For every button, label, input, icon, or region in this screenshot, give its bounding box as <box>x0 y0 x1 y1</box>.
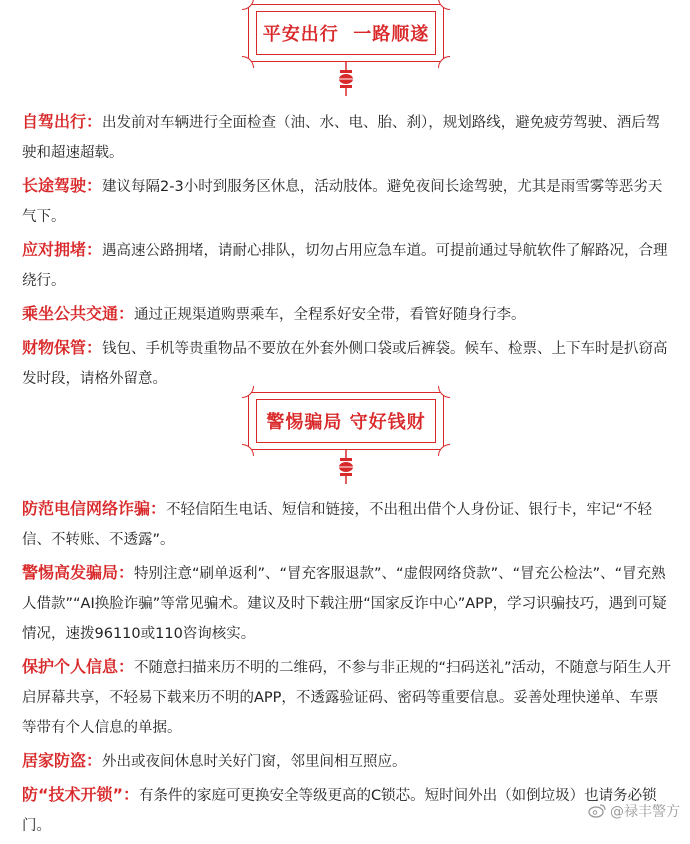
tip-label: 乘坐公共交通： <box>22 304 135 323</box>
tip-label: 长途驾驶： <box>22 176 103 195</box>
tip-label: 警惕高发骗局： <box>22 563 135 582</box>
knot-ornament-icon <box>335 450 357 484</box>
tip-item <box>22 299 672 330</box>
knot-ornament-icon <box>335 62 357 96</box>
tip-item <box>22 780 672 841</box>
watermark <box>588 801 680 821</box>
tip-text: 遇高速公路拥堵，请耐心排队，切勿占用应急车道。可提前通过导航软件了解路况，合理绕行。 <box>22 243 668 289</box>
tip-item <box>22 107 672 168</box>
tip-text: 出发前对车辆进行全面检查（油、水、电、胎、刹），规划路线，避免疲劳驾驶、酒后驾驶和超速超载。 <box>22 115 661 161</box>
watermark-text: @禄丰警方 <box>610 804 680 820</box>
tip-label: 财物保管： <box>22 338 103 357</box>
tip-text: 有条件的家庭可更换安全等级更高的C锁芯。短时间外出（如倒垃圾）也请务必锁门。 <box>22 788 657 834</box>
tip-item <box>22 652 672 743</box>
tip-text: 钱包、手机等贵重物品不要放在外套外侧口袋或后裤袋。候车、检票、上下车时是扒窃高发时段，请格外留意。 <box>22 341 668 387</box>
travel-tips-section <box>22 107 672 397</box>
tip-label: 保护个人信息： <box>22 657 135 676</box>
tip-text: 外出或夜间休息时关好门窗，邻里间相互照应。 <box>102 754 407 770</box>
tip-text: 不随意扫描来历不明的二维码，不参与非正规的“扫码送礼”活动，不随意与陌生人开启屏幕共享，不轻易下载来历不明的APP，不透露验证码、密码等重要信息。妥善处理快递单、车票等带有个人信息的单据。 <box>22 660 672 736</box>
tip-item <box>22 494 672 555</box>
tip-label: 应对拥堵： <box>22 240 103 259</box>
fraud-tips-section <box>22 494 672 844</box>
banner-title: 平安出行 一路顺遂 <box>262 24 430 45</box>
tip-text: 特别注意“刷单返利”、“冒充客服退款”、“虚假网络贷款”、“冒充公检法”、“冒充熟人借款”“AI换脸诈骗”等常见骗术。建议及时下载注册“国家反诈中心”APP，学习识骗技巧，遇到可疑情况，速拨96110或110咨询核实。 <box>22 566 667 642</box>
tip-text: 通过正规渠道购票乘车，全程系好安全带，看管好随身行李。 <box>134 307 526 323</box>
tip-label: 防“技术开锁”： <box>22 785 140 804</box>
tip-label: 自驾出行： <box>22 112 103 131</box>
banner-fraud-prevention <box>248 392 444 450</box>
weibo-logo-icon <box>588 804 606 818</box>
tip-item <box>22 746 672 777</box>
banner-title: 警惕骗局 守好钱财 <box>266 412 426 433</box>
tip-text: 不轻信陌生电话、短信和链接，不出租出借个人身份证、银行卡，牢记“不轻信、不转账、不透露”。 <box>22 502 653 548</box>
banner-safe-travel <box>248 4 444 62</box>
tip-item <box>22 558 672 649</box>
tip-item <box>22 235 672 296</box>
tip-label: 居家防盗： <box>22 751 103 770</box>
tip-item <box>22 171 672 232</box>
tip-label: 防范电信网络诈骗： <box>22 499 167 518</box>
tip-item <box>22 333 672 394</box>
tip-text: 建议每隔2-3小时到服务区休息，活动肢体。避免夜间长途驾驶，尤其是雨雪雾等恶劣天气下。 <box>22 179 663 225</box>
